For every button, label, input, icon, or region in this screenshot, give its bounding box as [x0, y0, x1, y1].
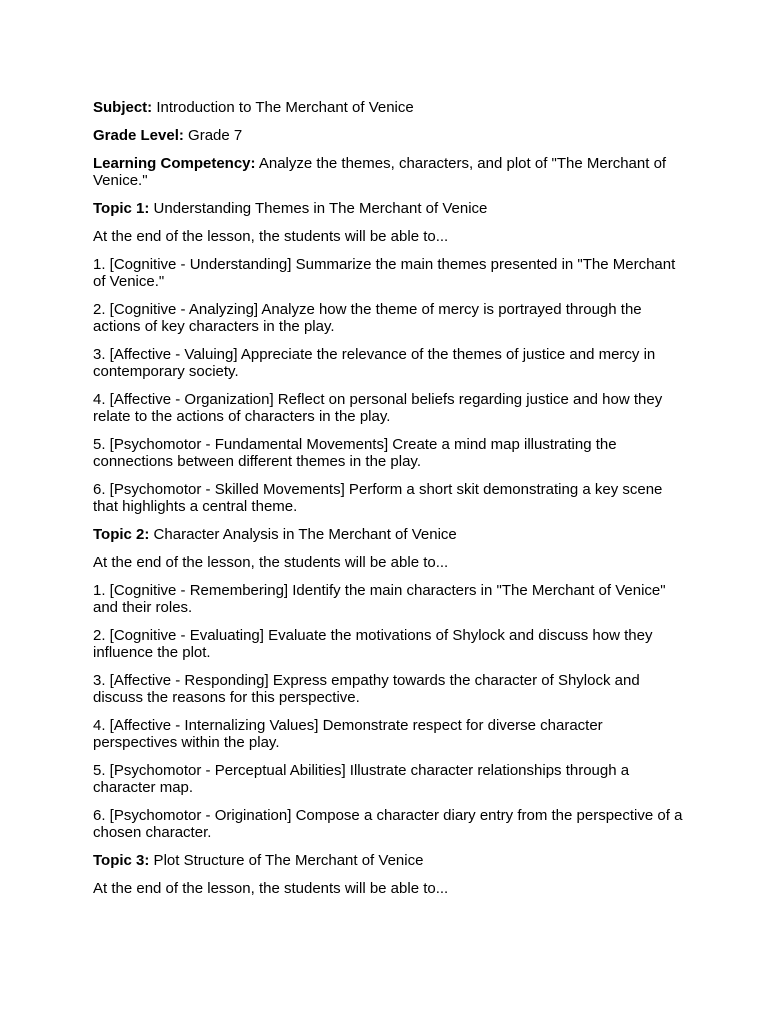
- objective-item: 1. [Cognitive - Remembering] Identify the main characters in "The Merchant of Venice" and their roles.: [93, 582, 666, 616]
- topic-label: Topic 2:: [93, 526, 150, 543]
- objective-item: 2. [Cognitive - Evaluating] Evaluate the motivations of Shylock and discuss how they influence the plot.: [93, 627, 653, 661]
- objective-item: 5. [Psychomotor - Perceptual Abilities] Illustrate character relationships through a character map.: [93, 762, 630, 796]
- topic-3-intro: At the end of the lesson, the students will be able to...: [93, 880, 449, 897]
- objective-item: 6. [Psychomotor - Skilled Movements] Perform a short skit demonstrating a key scene that highlights a central theme.: [93, 481, 663, 515]
- objective-item: 3. [Affective - Valuing] Appreciate the relevance of the themes of justice and mercy in contemporary society.: [93, 346, 656, 380]
- document-page: [93, 99, 683, 908]
- topic-3-heading: [93, 852, 683, 869]
- subject-label: Subject:: [93, 99, 153, 116]
- topic-2-heading: [93, 526, 683, 543]
- objective-item: 6. [Psychomotor - Origination] Compose a character diary entry from the perspective of a chosen character.: [93, 807, 683, 841]
- topic-1-heading: [93, 200, 683, 217]
- learning-competency-label: Learning Competency:: [93, 155, 256, 172]
- learning-competency-value: Analyze the themes, characters, and plot of "The Merchant of Venice.": [93, 155, 667, 189]
- topic-label: Topic 1:: [93, 200, 150, 217]
- objective-item: 4. [Affective - Organization] Reflect on personal beliefs regarding justice and how they relate to the actions of characters in the play.: [93, 391, 663, 425]
- objective-item: 5. [Psychomotor - Fundamental Movements] Create a mind map illustrating the connections between different themes in the play.: [93, 436, 617, 470]
- objective-item: 4. [Affective - Internalizing Values] Demonstrate respect for diverse character perspectives within the play.: [93, 717, 603, 751]
- topic-title: Understanding Themes in The Merchant of Venice: [149, 200, 488, 217]
- subject-value: Introduction to The Merchant of Venice: [152, 99, 414, 116]
- objective-item: 2. [Cognitive - Analyzing] Analyze how the theme of mercy is portrayed through the actions of key characters in the play.: [93, 301, 642, 335]
- objective-item: 3. [Affective - Responding] Express empathy towards the character of Shylock and discuss the reasons for this perspective.: [93, 672, 640, 706]
- topic-label: Topic 3:: [93, 852, 150, 869]
- grade-level-line: [93, 127, 683, 144]
- topic-1-intro: At the end of the lesson, the students will be able to...: [93, 228, 449, 245]
- subject-line: [93, 99, 683, 116]
- objective-item: 1. [Cognitive - Understanding] Summarize the main themes presented in "The Merchant of Venice.": [93, 256, 676, 290]
- topic-title: Plot Structure of The Merchant of Venice: [149, 852, 424, 869]
- topic-title: Character Analysis in The Merchant of Venice: [149, 526, 457, 543]
- learning-competency-line: [93, 155, 683, 189]
- grade-level-value: Grade 7: [183, 127, 243, 144]
- grade-level-label: Grade Level:: [93, 127, 184, 144]
- topic-2-intro: At the end of the lesson, the students will be able to...: [93, 554, 449, 571]
